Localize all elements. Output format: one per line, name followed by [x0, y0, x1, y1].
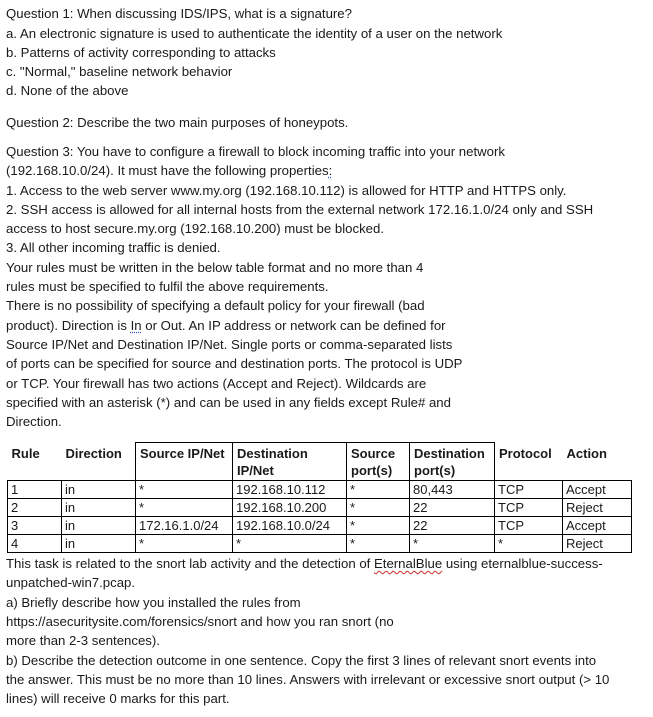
- snort-line4: https://asecuritysite.com/forensics/snort and how you ran snort (no: [6, 614, 394, 629]
- table-row: [8, 481, 632, 499]
- cell-protocol: TCP: [495, 499, 563, 517]
- q3-p7: or TCP. Your firewall has two actions (Accept and Reject). Wildcards are: [6, 376, 427, 391]
- header-source-ip: Source IP/Net: [136, 443, 233, 481]
- cell-action: Reject: [563, 535, 632, 553]
- snort-line3: a) Briefly describe how you installed the rules from: [6, 595, 301, 610]
- table-row: [8, 499, 632, 517]
- cell-rule: 1: [8, 481, 62, 499]
- q3-p9: Direction.: [6, 414, 62, 429]
- q1-option-c: c. "Normal," baseline network behavior: [6, 64, 233, 79]
- q3-p8: specified with an asterisk (*) and can be used in any fields except Rule# and: [6, 395, 451, 410]
- cell-source-ports: *: [347, 535, 410, 553]
- q3-p1: Your rules must be written in the below table format and no more than 4: [6, 260, 424, 275]
- q3-req1: 1. Access to the web server www.my.org (192.168.10.112) is allowed for HTTP and HTTPS only.: [6, 183, 567, 198]
- cell-source-ip: *: [136, 481, 233, 499]
- cell-destination-ip: 192.168.10.112: [233, 481, 347, 499]
- snort-line7: the answer. This must be no more than 10 lines. Answers with irrelevant or excessive snort output (> 10: [6, 672, 610, 687]
- cell-destination-ip: 192.168.10.200: [233, 499, 347, 517]
- snort-line8: lines) will receive 0 marks for this part.: [6, 691, 230, 706]
- snort-eternalblue: EternalBlue: [373, 556, 443, 571]
- cell-direction: in: [62, 499, 136, 517]
- q3-req3: 3. All other incoming traffic is denied.: [6, 240, 221, 255]
- header-destination-ports: Destination port(s): [410, 443, 495, 481]
- cell-source-ip: 172.16.1.0/24: [136, 517, 233, 535]
- q3-req2a: 2. SSH access is allowed for all internal hosts from the external network 172.16.1.0/24 only and SSH: [6, 202, 594, 217]
- snort-line1-post: using eternalblue-success-: [442, 556, 603, 571]
- cell-source-ip: *: [136, 499, 233, 517]
- q1-option-d: d. None of the above: [6, 83, 129, 98]
- q3-p3: There is no possibility of specifying a default policy for your firewall (bad: [6, 298, 425, 313]
- cell-protocol: TCP: [495, 517, 563, 535]
- q1-option-a: a. An electronic signature is used to authenticate the identity of a user on the network: [6, 26, 503, 41]
- snort-line1-pre: This task is related to the snort lab activity and the detection of: [6, 556, 374, 571]
- table-header-row: [8, 443, 632, 481]
- table-row: [8, 535, 632, 553]
- cell-rule: 4: [8, 535, 62, 553]
- q3-p4-post: or Out. An IP address or network can be defined for: [141, 318, 446, 333]
- q3-p2: rules must be specified to fulfil the above requirements.: [6, 279, 329, 294]
- header-destination-ip: Destination IP/Net: [233, 443, 347, 481]
- snort-line6: b) Describe the detection outcome in one sentence. Copy the first 3 lines of relevant snort events into: [6, 653, 597, 668]
- cell-destination-ports: 80,443: [410, 481, 495, 499]
- q1-question: Question 1: When discussing IDS/IPS, what is a signature?: [6, 6, 352, 21]
- q3-line2-colon: :: [328, 163, 333, 178]
- snort-line1: [6, 556, 603, 572]
- q3-req2b: access to host secure.my.org (192.168.10.200) must be blocked.: [6, 221, 384, 236]
- cell-direction: in: [62, 517, 136, 535]
- header-direction: Direction: [65, 445, 122, 461]
- cell-destination-ports: 22: [410, 517, 495, 535]
- q3-p4-pre: product). Direction is: [6, 318, 131, 333]
- q3-p5: Source IP/Net and Destination IP/Net. Single ports or comma-separated lists: [6, 337, 453, 352]
- q1-option-b: b. Patterns of activity corresponding to attacks: [6, 45, 276, 60]
- cell-destination-ip: *: [233, 535, 347, 553]
- header-rule: Rule: [11, 445, 40, 461]
- q3-p4-in: In: [130, 318, 142, 333]
- cell-rule: 3: [8, 517, 62, 535]
- header-protocol: Protocol: [499, 445, 552, 461]
- cell-source-ports: *: [347, 481, 410, 499]
- cell-direction: in: [62, 535, 136, 553]
- q3-p4: [6, 318, 446, 334]
- cell-action: Reject: [563, 499, 632, 517]
- firewall-rules-table: [7, 442, 632, 553]
- cell-destination-ports: 22: [410, 499, 495, 517]
- q2-question: Question 2: Describe the two main purposes of honeypots.: [6, 115, 349, 130]
- header-action: Action: [566, 445, 607, 461]
- cell-action: Accept: [563, 517, 632, 535]
- snort-line5: more than 2-3 sentences).: [6, 633, 160, 648]
- cell-direction: in: [62, 481, 136, 499]
- cell-protocol: *: [495, 535, 563, 553]
- snort-line2: unpatched-win7.pcap.: [6, 575, 136, 590]
- q3-line2: [6, 163, 332, 179]
- cell-rule: 2: [8, 499, 62, 517]
- header-source-ports: Source port(s): [347, 443, 410, 481]
- cell-source-ports: *: [347, 499, 410, 517]
- cell-destination-ip: 192.168.10.0/24: [233, 517, 347, 535]
- q3-line1: Question 3: You have to configure a firewall to block incoming traffic into your network: [6, 144, 505, 159]
- cell-source-ip: *: [136, 535, 233, 553]
- cell-action: Accept: [563, 481, 632, 499]
- q3-p6: of ports can be specified for source and destination ports. The protocol is UDP: [6, 356, 463, 371]
- q3-line2-text: (192.168.10.0/24). It must have the following properties: [6, 163, 329, 178]
- table-row: [8, 517, 632, 535]
- cell-destination-ports: *: [410, 535, 495, 553]
- cell-protocol: TCP: [495, 481, 563, 499]
- cell-source-ports: *: [347, 517, 410, 535]
